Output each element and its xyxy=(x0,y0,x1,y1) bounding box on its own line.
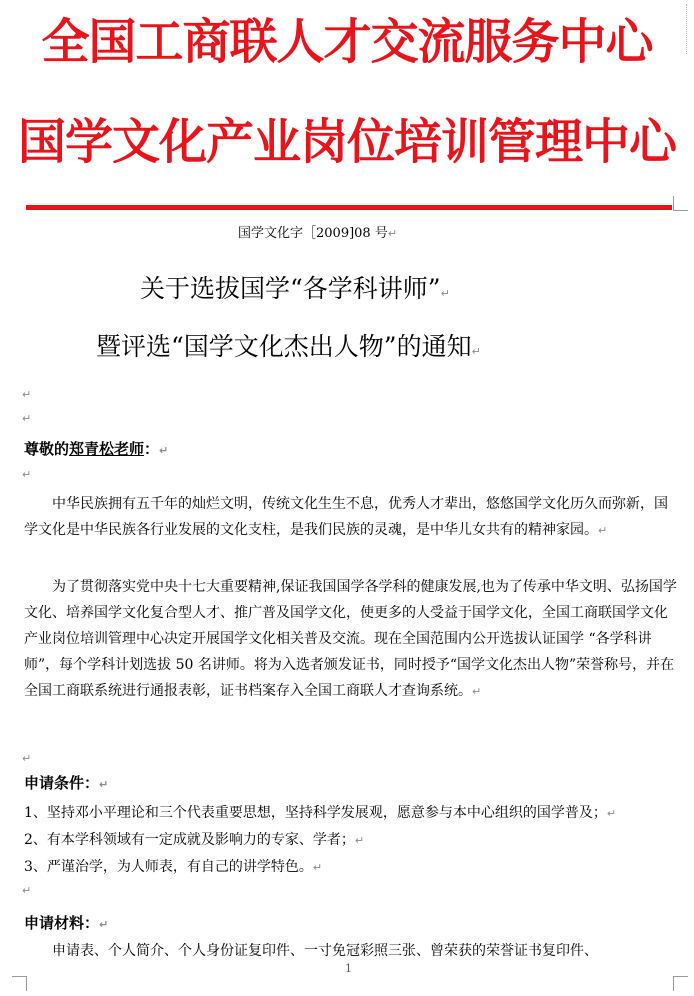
materials-line-text: 申请表、个人简介、个人身份证复印件、一寸免冠彩照三张、曾荣获的荣誉证书复印件、 xyxy=(52,943,598,959)
margin-corner-mark xyxy=(673,196,688,211)
salutation xyxy=(24,438,168,459)
paragraph-mark-icon: ↵ xyxy=(99,778,109,791)
materials-heading xyxy=(24,912,108,933)
margin-guide xyxy=(686,4,688,54)
condition-item xyxy=(24,856,322,876)
condition-item-text: 3、严谨治学，为人师表，有自己的讲学特色。 xyxy=(24,859,313,875)
notice-title-line2 xyxy=(96,330,481,369)
salutation-suffix: ： xyxy=(144,440,160,458)
header-org-line2: 国学文化产业岗位培训管理中心 xyxy=(17,114,676,170)
paragraph-mark-icon: ↵ xyxy=(471,345,481,358)
recipient-name: 郑青松老师 xyxy=(69,440,145,458)
paragraph-mark-icon: ↵ xyxy=(22,388,32,401)
paragraph-mark-icon: ↵ xyxy=(354,834,365,847)
materials-heading-text: 申请材料： xyxy=(24,914,100,932)
paragraph-mark-icon: ↵ xyxy=(606,807,617,820)
paragraph-mark-icon: ↵ xyxy=(440,287,450,300)
header-org-line1: 全国工商联人才交流服务中心 xyxy=(41,14,653,70)
body-paragraph-2 xyxy=(24,574,679,705)
condition-item xyxy=(24,829,364,849)
paragraph-mark-icon: ↵ xyxy=(472,685,482,698)
title-line2-text: 暨评选“国学文化杰出人物”的通知 xyxy=(96,332,472,361)
page-number: 1 xyxy=(345,962,352,975)
condition-item-text: 2、有本学科领域有一定成就及影响力的专家、学者； xyxy=(24,832,355,848)
paragraph-mark-icon: ↵ xyxy=(387,227,398,240)
condition-item xyxy=(24,802,616,822)
margin-corner-mark xyxy=(673,976,688,991)
body-paragraph-1 xyxy=(24,491,679,544)
paragraph-mark-icon: ↵ xyxy=(22,884,32,897)
paragraph-mark-icon: ↵ xyxy=(99,918,109,931)
red-header-rule xyxy=(26,205,672,210)
margin-corner-mark xyxy=(12,976,27,991)
para1-text: 中华民族拥有五千年的灿烂文明，传统文化生生不息，优秀人才辈出，悠悠国学文化历久而弥新，国学文化是中华民族各行业发展的文化支柱，是我们民族的灵魂，是中华儿女共有的精神家园。 xyxy=(24,496,668,538)
paragraph-mark-icon: ↵ xyxy=(22,752,32,765)
paragraph-mark-icon: ↵ xyxy=(159,444,169,457)
condition-item-text: 1、坚持邓小平理论和三个代表重要思想，坚持科学发展观，愿意参与本中心组织的国学普及； xyxy=(24,805,607,821)
paragraph-mark-icon: ↵ xyxy=(312,861,323,874)
conditions-heading xyxy=(24,772,108,793)
paragraph-mark-icon: ↵ xyxy=(22,468,32,481)
para2-text: 为了贯彻落实党中央十七大重要精神,保证我国国学各学科的健康发展,也为了传承中华文明、弘扬国学文化、培养国学文化复合型人才、推广普及国学文化，使更多的人受益于国学文化，全国工商联国学文化产业岗位培训管理中心决定开展国学文化相关普及交流。现在全国范围内公开选拔认证国学 “各学科讲师”，每个学科计划选拔 50 名讲师。将为入选者颁发证书，同时授予“国学文化杰出人物”荣誉称号，并在全国工商联系统进行通报表彰，证书档案存入全国工商联人才查询系统。 xyxy=(24,579,677,699)
paragraph-mark-icon: ↵ xyxy=(598,524,608,537)
conditions-heading-text: 申请条件： xyxy=(24,774,100,792)
document-number-text: 国学文化字［2009]08 号 xyxy=(238,226,388,241)
paragraph-mark-icon: ↵ xyxy=(22,412,32,425)
notice-title-line1 xyxy=(140,272,450,311)
title-line1-text: 关于选拔国学“各学科讲师” xyxy=(140,274,441,303)
salutation-prefix: 尊敬的 xyxy=(24,440,70,458)
document-number xyxy=(238,222,397,241)
materials-line xyxy=(52,940,598,960)
